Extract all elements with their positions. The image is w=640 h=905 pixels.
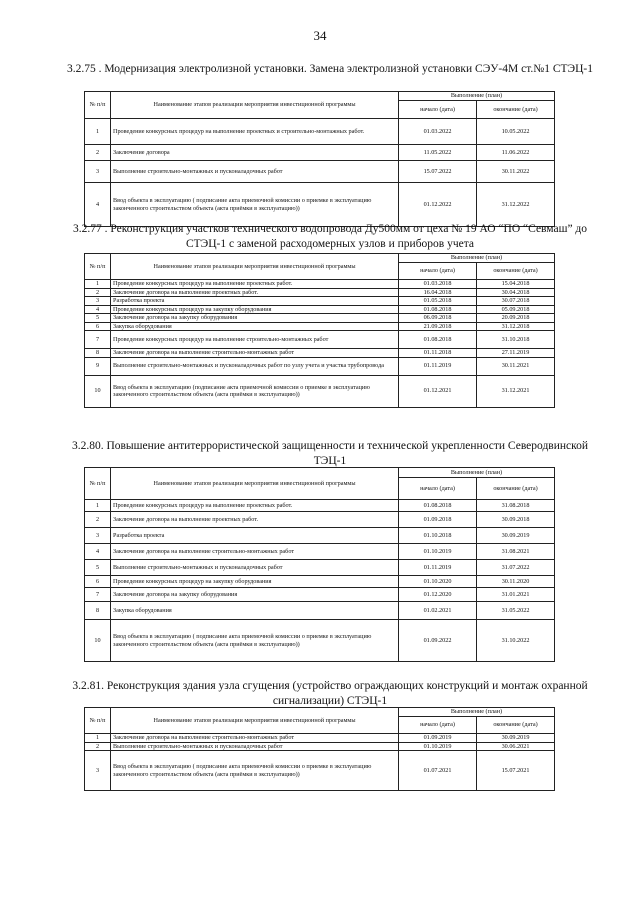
header-start: начало (дата) bbox=[399, 717, 477, 734]
header-exec: Выполнение (план) bbox=[399, 92, 555, 101]
row-end: 30.11.2021 bbox=[477, 357, 555, 375]
row-name: Заключение договора на закупку оборудования bbox=[111, 314, 399, 323]
table-row bbox=[85, 500, 555, 512]
row-end: 30.09.2018 bbox=[477, 512, 555, 528]
table-row bbox=[85, 161, 555, 183]
row-name: Ввод объекта в эксплуатацию ( подписание акта приемочной комиссии о приемке в эксплуатацию законченного строительством объекта (акта приёмки в эксплуатацию)) bbox=[111, 183, 399, 227]
row-start: 01.02.2021 bbox=[399, 602, 477, 620]
row-start: 01.09.2018 bbox=[399, 512, 477, 528]
row-end: 10.05.2022 bbox=[477, 119, 555, 145]
row-name: Ввод объекта в эксплуатацию ( подписание акта приемочной комиссии о приемке в эксплуатацию законченного строительством объекта (акта приёмки в эксплуатацию)) bbox=[111, 751, 399, 791]
row-end: 31.07.2022 bbox=[477, 560, 555, 576]
header-exec: Выполнение (план) bbox=[399, 254, 555, 263]
row-num: 6 bbox=[85, 322, 111, 331]
header-start: начало (дата) bbox=[399, 263, 477, 280]
row-start: 01.09.2019 bbox=[399, 734, 477, 743]
row-name: Закупка оборудования bbox=[111, 322, 399, 331]
row-num: 2 bbox=[85, 145, 111, 161]
row-name: Разработка проекта bbox=[111, 297, 399, 306]
table-row bbox=[85, 602, 555, 620]
table-row bbox=[85, 119, 555, 145]
row-num: 4 bbox=[85, 183, 111, 227]
row-num: 1 bbox=[85, 734, 111, 743]
table-row bbox=[85, 576, 555, 588]
row-name: Проведение конкурсных процедур на выполнение проектных работ. bbox=[111, 280, 399, 289]
table-row bbox=[85, 560, 555, 576]
row-start: 01.10.2019 bbox=[399, 742, 477, 751]
row-name: Заключение договора на закупку оборудования bbox=[111, 588, 399, 602]
row-start: 01.08.2018 bbox=[399, 331, 477, 349]
row-end: 31.10.2022 bbox=[477, 620, 555, 662]
plan-table-3-2-80 bbox=[84, 467, 555, 662]
row-end: 31.08.2018 bbox=[477, 500, 555, 512]
row-start: 01.09.2022 bbox=[399, 620, 477, 662]
header-end: окончание (дата) bbox=[477, 717, 555, 734]
table-row bbox=[85, 588, 555, 602]
row-start: 11.05.2022 bbox=[399, 145, 477, 161]
table-row bbox=[85, 357, 555, 375]
row-num: 3 bbox=[85, 751, 111, 791]
row-num: 6 bbox=[85, 576, 111, 588]
row-name: Выполнение строительно-монтажных и пусконаладочных работ bbox=[111, 742, 399, 751]
row-start: 01.08.2018 bbox=[399, 305, 477, 314]
row-name: Проведение конкурсных процедур на выполнение проектных и строительно-монтажных работ. bbox=[111, 119, 399, 145]
row-num: 8 bbox=[85, 602, 111, 620]
page-number: 34 bbox=[313, 28, 327, 43]
row-num: 4 bbox=[85, 544, 111, 560]
row-name: Проведение конкурсных процедур на выполнение строительно-монтажных работ bbox=[111, 331, 399, 349]
table-row bbox=[85, 349, 555, 358]
row-start: 01.08.2018 bbox=[399, 500, 477, 512]
row-end: 30.11.2020 bbox=[477, 576, 555, 588]
row-num: 3 bbox=[85, 297, 111, 306]
header-exec: Выполнение (план) bbox=[399, 468, 555, 478]
table-row bbox=[85, 322, 555, 331]
row-name: Заключение договора на выполнение проектных работ. bbox=[111, 512, 399, 528]
row-name: Выполнение строительно-монтажных и пусконаладочных работ bbox=[111, 560, 399, 576]
row-end: 30.07.2018 bbox=[477, 297, 555, 306]
row-end: 30.11.2022 bbox=[477, 161, 555, 183]
header-name: Наименование этапов реализации мероприятия инвестиционной программы bbox=[111, 92, 399, 119]
row-num: 2 bbox=[85, 512, 111, 528]
table-row bbox=[85, 742, 555, 751]
row-end: 31.12.2022 bbox=[477, 183, 555, 227]
row-name: Заключение договора на выполнение строительно-монтажных работ bbox=[111, 349, 399, 358]
row-name: Заключение договора на выполнение строительно-монтажных работ bbox=[111, 734, 399, 743]
header-name: Наименование этапов реализации мероприятия инвестиционной программы bbox=[111, 254, 399, 280]
table-row bbox=[85, 314, 555, 323]
row-start: 06.09.2018 bbox=[399, 314, 477, 323]
row-name: Ввод объекта в эксплуатацию ( подписание акта приемочной комиссии о приемке в эксплуатацию законченного строительством объекта (акта приёмки в эксплуатацию)) bbox=[111, 620, 399, 662]
row-start: 01.12.2021 bbox=[399, 375, 477, 407]
row-start: 01.05.2018 bbox=[399, 297, 477, 306]
row-num: 10 bbox=[85, 375, 111, 407]
row-name: Заключение договора bbox=[111, 145, 399, 161]
header-start: начало (дата) bbox=[399, 478, 477, 500]
row-end: 31.05.2022 bbox=[477, 602, 555, 620]
row-num: 1 bbox=[85, 119, 111, 145]
header-end: окончание (дата) bbox=[477, 101, 555, 119]
table-row bbox=[85, 528, 555, 544]
row-start: 01.07.2021 bbox=[399, 751, 477, 791]
header-name: Наименование этапов реализации мероприятия инвестиционной программы bbox=[111, 468, 399, 500]
row-num: 1 bbox=[85, 280, 111, 289]
row-start: 01.12.2022 bbox=[399, 183, 477, 227]
plan-table-3-2-77 bbox=[84, 253, 555, 408]
header-num: № п/п bbox=[85, 254, 111, 280]
table-row bbox=[85, 544, 555, 560]
row-end: 30.09.2019 bbox=[477, 734, 555, 743]
row-num: 2 bbox=[85, 288, 111, 297]
section-title-3-2-77: 3.2.77 . Реконструкция участков технического водопровода Ду500мм от цеха № 19 АО “ПО “Севмаш” до СТЭЦ-1 с заменой расходомерных узлов и приборов учета bbox=[72, 223, 588, 250]
row-end: 20.09.2018 bbox=[477, 314, 555, 323]
row-end: 30.04.2018 bbox=[477, 288, 555, 297]
row-num: 5 bbox=[85, 314, 111, 323]
row-start: 15.07.2022 bbox=[399, 161, 477, 183]
table-row bbox=[85, 288, 555, 297]
table-row bbox=[85, 145, 555, 161]
row-end: 30.06.2021 bbox=[477, 742, 555, 751]
row-num: 7 bbox=[85, 331, 111, 349]
row-start: 01.11.2019 bbox=[399, 357, 477, 375]
row-name: Заключение договора на выполнение проектных работ. bbox=[111, 288, 399, 297]
row-start: 01.10.2020 bbox=[399, 576, 477, 588]
row-num: 3 bbox=[85, 528, 111, 544]
row-num: 10 bbox=[85, 620, 111, 662]
row-num: 4 bbox=[85, 305, 111, 314]
row-end: 31.12.2018 bbox=[477, 322, 555, 331]
header-start: начало (дата) bbox=[399, 101, 477, 119]
row-name: Выполнение строительно-монтажных и пусконаладочных работ по узлу учета и участка трубопровода bbox=[111, 357, 399, 375]
row-start: 01.11.2018 bbox=[399, 349, 477, 358]
row-end: 31.12.2021 bbox=[477, 375, 555, 407]
row-end: 30.09.2019 bbox=[477, 528, 555, 544]
row-start: 21.09.2018 bbox=[399, 322, 477, 331]
header-name: Наименование этапов реализации мероприятия инвестиционной программы bbox=[111, 708, 399, 734]
section-title-3-2-75: 3.2.75 . Модернизация электролизной установки. Замена электролизной установки СЭУ-4М ст.№1 СТЭЦ-1 bbox=[66, 63, 594, 75]
row-name: Закупка оборудования bbox=[111, 602, 399, 620]
plan-table-3-2-75 bbox=[84, 91, 555, 227]
row-name: Проведение конкурсных процедур на выполнение проектных работ. bbox=[111, 500, 399, 512]
table-row bbox=[85, 375, 555, 407]
row-num: 7 bbox=[85, 588, 111, 602]
header-end: окончание (дата) bbox=[477, 263, 555, 280]
row-num: 8 bbox=[85, 349, 111, 358]
row-name: Разработка проекта bbox=[111, 528, 399, 544]
row-name: Выполнение строительно-монтажных и пусконаладочных работ bbox=[111, 161, 399, 183]
plan-table-3-2-81 bbox=[84, 707, 555, 791]
row-end: 31.08.2021 bbox=[477, 544, 555, 560]
row-num: 2 bbox=[85, 742, 111, 751]
row-num: 1 bbox=[85, 500, 111, 512]
row-start: 16.04.2018 bbox=[399, 288, 477, 297]
row-start: 01.12.2020 bbox=[399, 588, 477, 602]
row-end: 27.11.2019 bbox=[477, 349, 555, 358]
header-num: № п/п bbox=[85, 468, 111, 500]
row-start: 01.11.2019 bbox=[399, 560, 477, 576]
table-row bbox=[85, 331, 555, 349]
row-start: 01.10.2019 bbox=[399, 544, 477, 560]
row-num: 3 bbox=[85, 161, 111, 183]
row-name: Ввод объекта в эксплуатацию (подписание акта приемочной комиссии о приемке в эксплуатацию законченного строительством объекта (акта приёмки в эксплуатацию)) bbox=[111, 375, 399, 407]
row-start: 01.03.2018 bbox=[399, 280, 477, 289]
row-start: 01.03.2022 bbox=[399, 119, 477, 145]
row-end: 15.04.2018 bbox=[477, 280, 555, 289]
table-row bbox=[85, 183, 555, 227]
table-row bbox=[85, 751, 555, 791]
header-num: № п/п bbox=[85, 92, 111, 119]
table-row bbox=[85, 280, 555, 289]
row-num: 9 bbox=[85, 357, 111, 375]
row-end: 11.06.2022 bbox=[477, 145, 555, 161]
row-name: Заключение договора на выполнение строительно-монтажных работ bbox=[111, 544, 399, 560]
header-num: № п/п bbox=[85, 708, 111, 734]
row-num: 5 bbox=[85, 560, 111, 576]
row-end: 15.07.2021 bbox=[477, 751, 555, 791]
header-exec: Выполнение (план) bbox=[399, 708, 555, 717]
table-row bbox=[85, 305, 555, 314]
table-row bbox=[85, 297, 555, 306]
table-row bbox=[85, 512, 555, 528]
row-end: 05.09.2018 bbox=[477, 305, 555, 314]
row-end: 31.10.2018 bbox=[477, 331, 555, 349]
row-end: 31.01.2021 bbox=[477, 588, 555, 602]
row-start: 01.10.2018 bbox=[399, 528, 477, 544]
row-name: Проведение конкурсных процедур на закупку оборудования bbox=[111, 305, 399, 314]
header-end: окончание (дата) bbox=[477, 478, 555, 500]
table-row bbox=[85, 620, 555, 662]
row-name: Проведение конкурсных процедур на закупку оборудования bbox=[111, 576, 399, 588]
section-title-3-2-81: 3.2.81. Реконструкция здания узла сгущения (устройство ограждающих конструкций и монтаж охранной сигнализации) СТЭЦ-1 bbox=[72, 680, 588, 707]
table-row bbox=[85, 734, 555, 743]
section-title-3-2-80: 3.2.80. Повышение антитеррористической защищенности и технической укрепленности Северодвинской ТЭЦ-1 bbox=[71, 440, 589, 467]
